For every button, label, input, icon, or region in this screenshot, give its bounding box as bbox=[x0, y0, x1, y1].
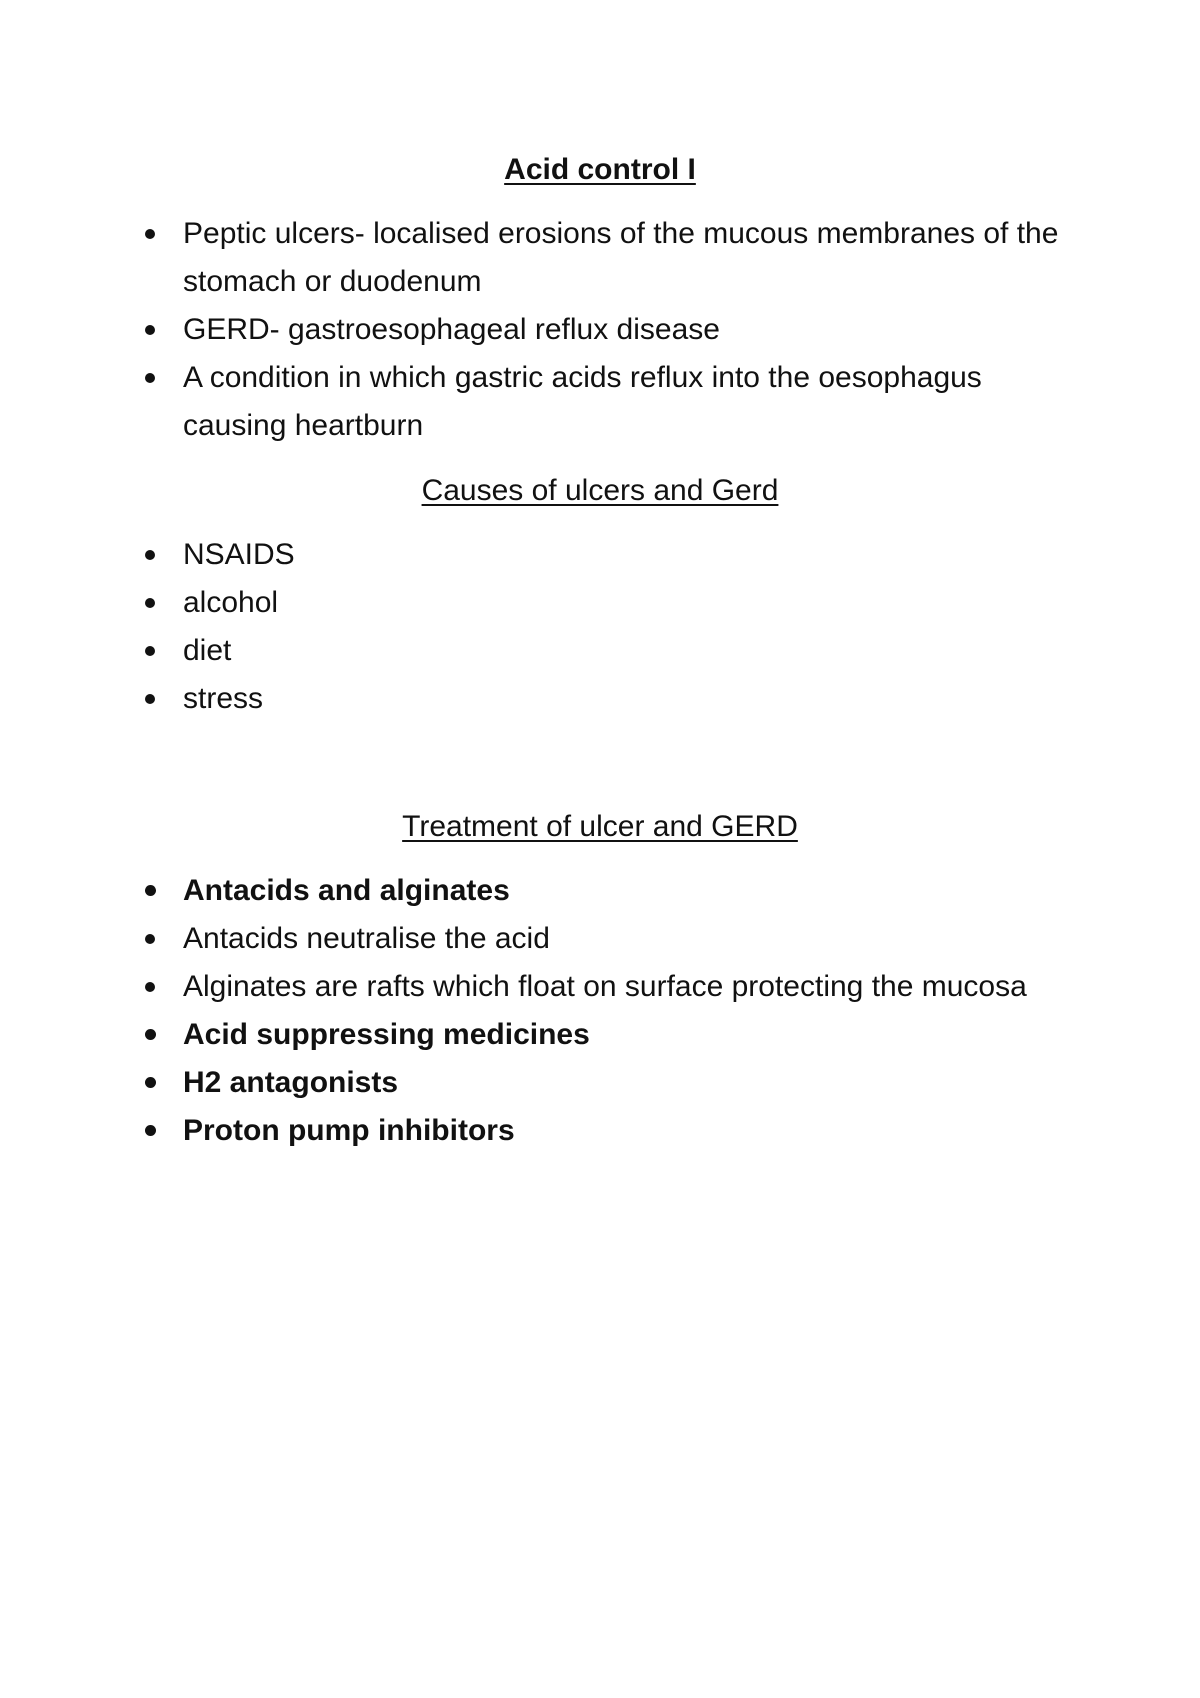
list-item-text: Alginates are rafts which float on surface protecting the mucosa bbox=[183, 970, 1027, 1003]
bullet-icon bbox=[145, 982, 155, 992]
list-item-text: Antacids and alginates bbox=[183, 874, 510, 907]
list-item-text: diet bbox=[183, 634, 232, 667]
list-item bbox=[0, 963, 1063, 1011]
bullet-icon bbox=[145, 646, 155, 656]
list-item-text: stress bbox=[183, 682, 264, 715]
bullet-icon bbox=[145, 373, 155, 383]
list-item-text: GERD- gastroesophageal reflux disease bbox=[183, 313, 720, 346]
bullet-icon bbox=[145, 885, 156, 896]
list-item bbox=[0, 627, 1063, 675]
list-item-text: Acid suppressing medicines bbox=[183, 1018, 590, 1051]
bullet-icon bbox=[145, 694, 155, 704]
list-item-text: NSAIDS bbox=[183, 538, 295, 571]
list-item-text: Antacids neutralise the acid bbox=[183, 922, 550, 955]
list-item bbox=[0, 579, 1063, 627]
causes-list bbox=[0, 531, 1200, 723]
section-heading-causes: Causes of ulcers and Gerd bbox=[421, 474, 779, 507]
bullet-icon bbox=[145, 325, 155, 335]
list-item bbox=[0, 210, 1063, 306]
list-item bbox=[0, 915, 1063, 963]
bullet-icon bbox=[145, 934, 155, 944]
list-item-text: A condition in which gastric acids reflux into the oesophagus causing heartburn bbox=[183, 361, 982, 442]
bullet-icon bbox=[145, 1077, 156, 1088]
treatment-list bbox=[0, 867, 1200, 1155]
list-item bbox=[0, 531, 1063, 579]
definitions-list bbox=[0, 210, 1200, 450]
bullet-icon bbox=[145, 598, 155, 608]
list-item bbox=[0, 675, 1063, 723]
list-item-text: alcohol bbox=[183, 586, 279, 619]
list-item-text: H2 antagonists bbox=[183, 1066, 399, 1099]
list-item-text: Peptic ulcers- localised erosions of the mucous membranes of the stomach or duodenum bbox=[183, 217, 1059, 298]
bullet-icon bbox=[145, 1029, 156, 1040]
bullet-icon bbox=[145, 550, 155, 560]
section-heading-treatment: Treatment of ulcer and GERD bbox=[402, 810, 798, 843]
list-item bbox=[0, 354, 1063, 450]
list-item-text: Proton pump inhibitors bbox=[183, 1114, 515, 1147]
list-item bbox=[0, 306, 1063, 354]
list-item bbox=[0, 1059, 1063, 1107]
list-item bbox=[0, 1011, 1063, 1059]
bullet-icon bbox=[145, 229, 155, 239]
list-item bbox=[0, 1107, 1063, 1155]
bullet-icon bbox=[145, 1125, 156, 1136]
list-item bbox=[0, 867, 1063, 915]
page-title: Acid control I bbox=[504, 153, 696, 186]
